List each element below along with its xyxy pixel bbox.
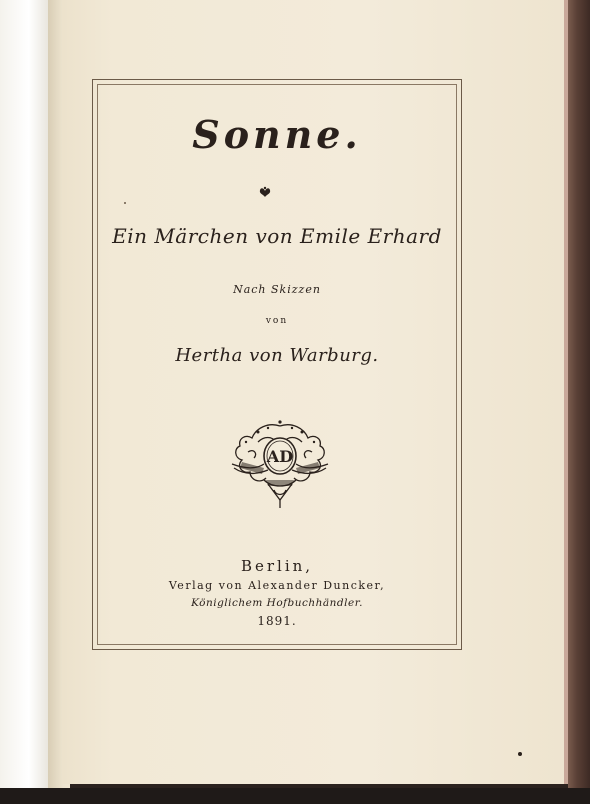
paper-speck [124, 202, 126, 204]
emblem-monogram: AD [266, 447, 294, 466]
book-subtitle: Ein Märchen von Emile Erhard [112, 224, 442, 248]
imprint-publisher: Verlag von Alexander Duncker, [168, 579, 386, 592]
imprint-year: 1891. [257, 614, 297, 628]
imprint-bookseller: Königlichem Hofbuchhändler. [191, 597, 363, 609]
paper-speck [518, 752, 522, 756]
book-title: Sonne. [192, 112, 362, 157]
sketch-note: Nach Skizzen [233, 283, 321, 296]
imprint-city: Berlin, [240, 557, 314, 575]
fleuron-icon [258, 186, 272, 198]
left-page-edges [0, 0, 49, 790]
background-surface [0, 788, 590, 804]
book-cover-edge [568, 0, 590, 804]
author-name: Hertha von Warburg. [175, 345, 379, 366]
by-word: von [265, 316, 289, 326]
publisher-emblem-icon [228, 418, 332, 510]
